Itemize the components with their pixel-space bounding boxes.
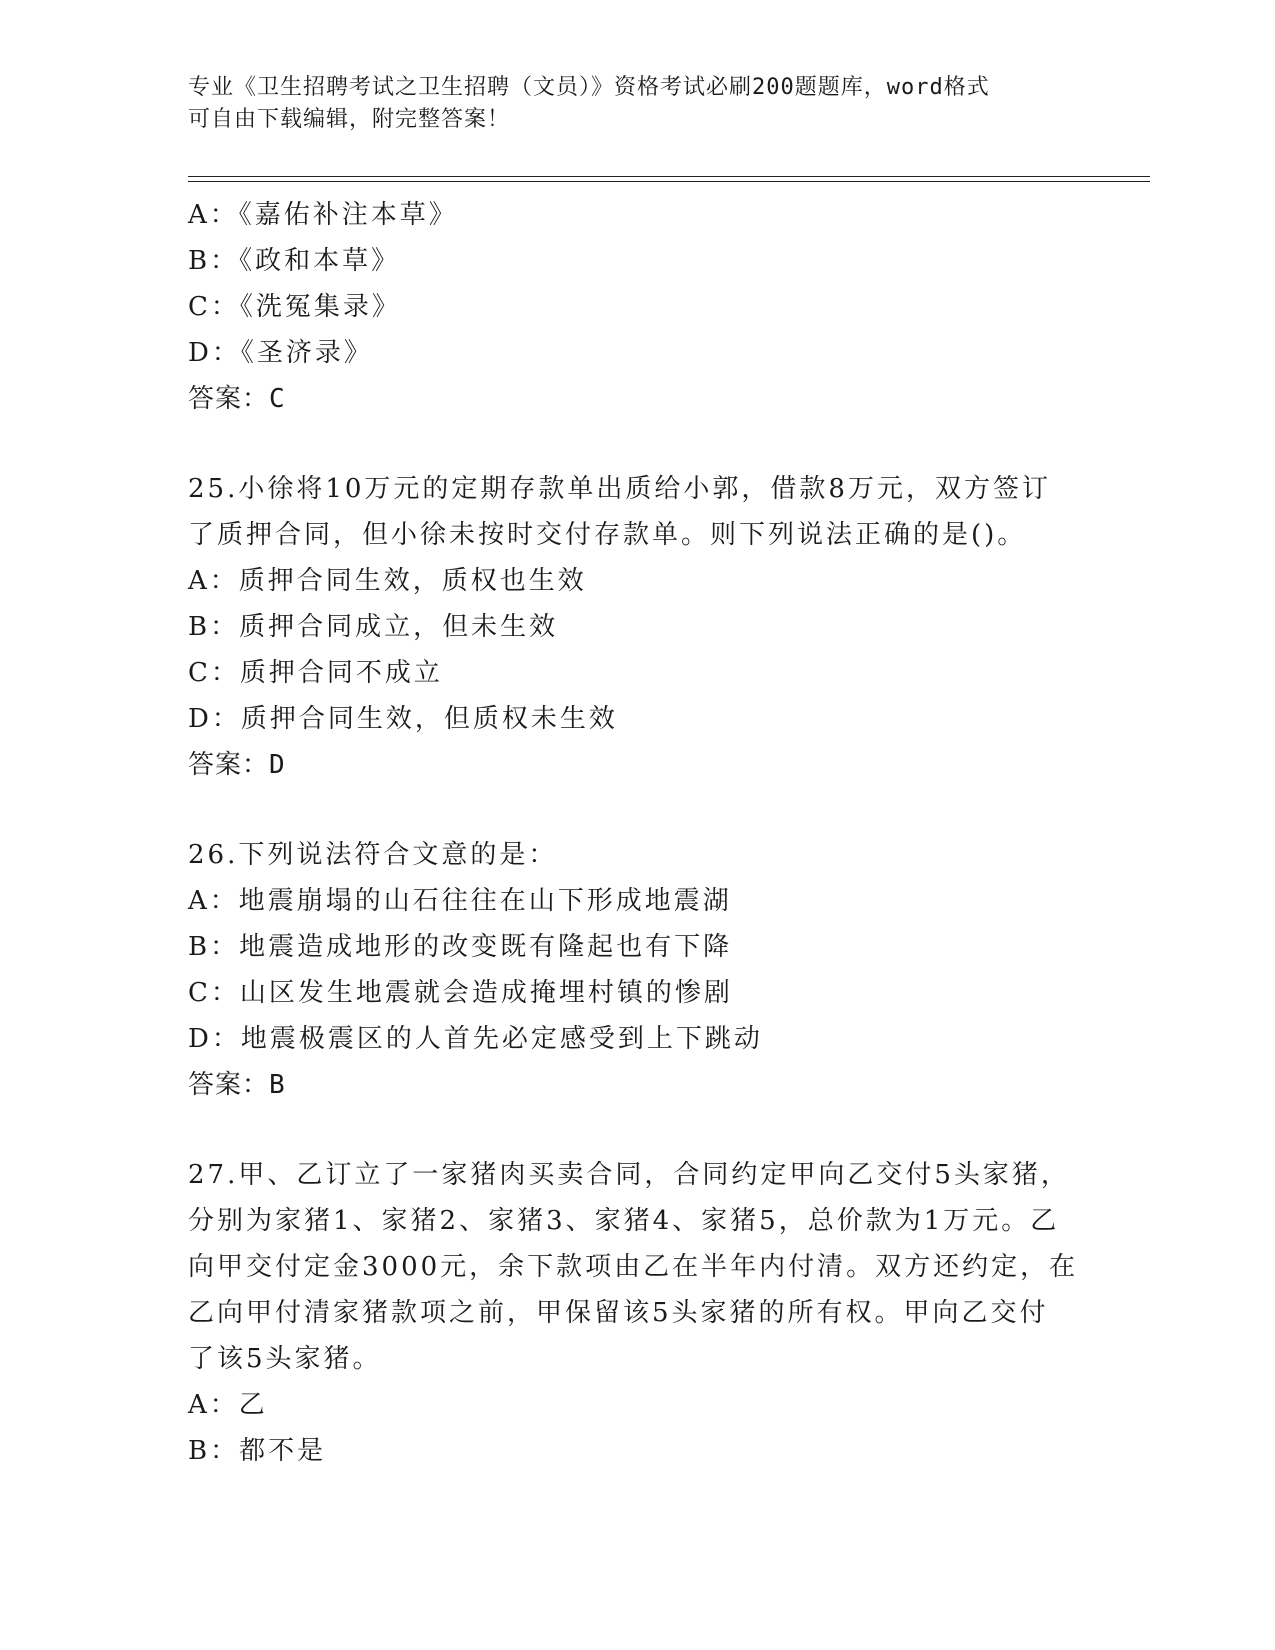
- question-stem-line: 26.下列说法符合文意的是：: [188, 840, 558, 870]
- option-b: B：质押合同成立，但未生效: [188, 612, 559, 642]
- question-25: [188, 466, 1088, 788]
- option-d: D：《圣济录》: [188, 338, 373, 368]
- option-b: B：都不是: [188, 1436, 327, 1466]
- option-c: C：《洗冤集录》: [188, 292, 401, 322]
- question-27: [188, 1152, 1088, 1474]
- header-divider: [188, 176, 1150, 182]
- option-d: D：地震极震区的人首先必定感受到上下跳动: [188, 1024, 763, 1054]
- option-c: C：质押合同不成立: [188, 658, 443, 688]
- header-line-1: 专业《卫生招聘考试之卫生招聘（文员）》资格考试必刷200题题库，word格式: [188, 75, 990, 100]
- option-d: D：质押合同生效，但质权未生效: [188, 704, 618, 734]
- option-a: A：地震崩塌的山石往往在山下形成地震湖: [188, 886, 732, 916]
- question-stem-line: 了质押合同，但小徐未按时交付存款单。则下列说法正确的是()。: [188, 520, 1027, 550]
- option-b: B：《政和本草》: [188, 246, 401, 276]
- document-header: [188, 72, 1088, 136]
- question-stem-line: 25.小徐将10万元的定期存款单出质给小郭，借款8万元，双方签订: [188, 474, 1051, 504]
- question-stem-line: 乙向甲付清家猪款项之前，甲保留该5头家猪的所有权。甲向乙交付: [188, 1298, 1049, 1328]
- option-b: B：地震造成地形的改变既有隆起也有下降: [188, 932, 733, 962]
- option-a: A：质押合同生效，质权也生效: [188, 566, 587, 596]
- question-24: [188, 192, 1088, 422]
- answer-25: 答案：D: [188, 750, 286, 780]
- question-list: [188, 192, 1088, 1474]
- header-line-2: 可自由下载编辑，附完整答案！: [188, 107, 511, 132]
- question-stem-line: 了该5头家猪。: [188, 1344, 382, 1374]
- answer-24: 答案：C: [188, 384, 286, 414]
- question-stem-line: 27.甲、乙订立了一家猪肉买卖合同，合同约定甲向乙交付5头家猪，: [188, 1160, 1070, 1190]
- question-26: [188, 832, 1088, 1108]
- question-stem-line: 向甲交付定金3000元，余下款项由乙在半年内付清。双方还约定，在: [188, 1252, 1079, 1282]
- question-stem-line: 分别为家猪1、家猪2、家猪3、家猪4、家猪5，总价款为1万元。乙: [188, 1206, 1060, 1236]
- option-a: A：乙: [188, 1390, 268, 1420]
- option-a: A：《嘉佑补注本草》: [188, 200, 458, 230]
- answer-26: 答案：B: [188, 1070, 286, 1100]
- option-c: C：山区发生地震就会造成掩埋村镇的惨剧: [188, 978, 733, 1008]
